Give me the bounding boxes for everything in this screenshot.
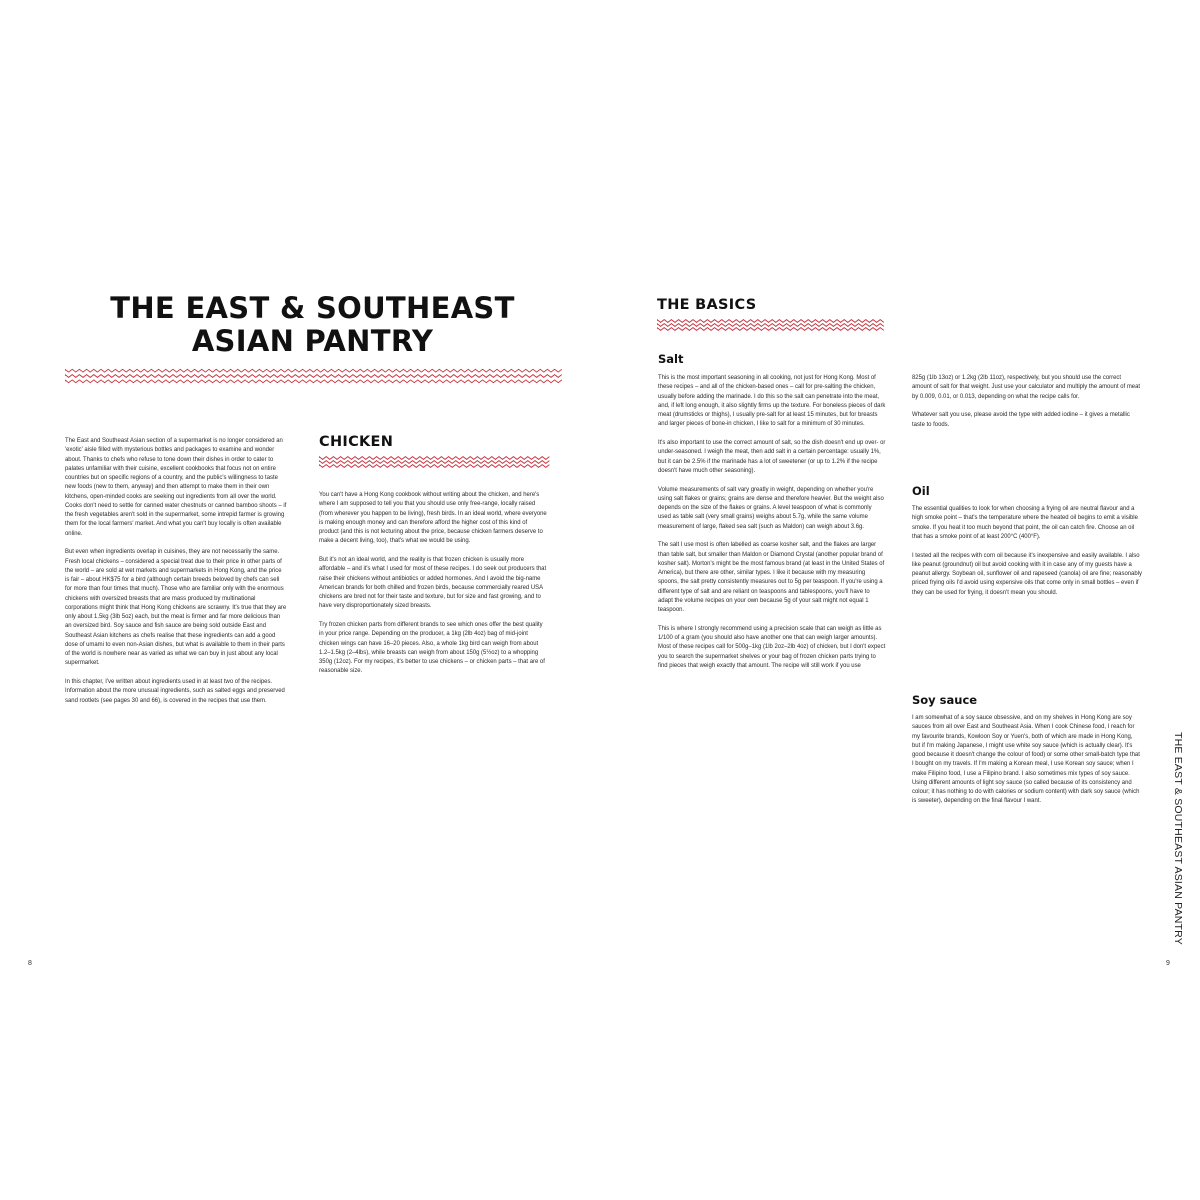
running-head: THE EAST & SOUTHEAST ASIAN PANTRY: [1172, 732, 1184, 945]
intro-paragraph: But even when ingredients overlap in cuisines, they are not necessarily the same. Fresh local chickens – considered a special treat due to their price in other parts of the world – are sold at wet markets and supermarkets in Hong Kong, and the price is fair – about HK$75 for a bird (although certain breeds beloved by chefs can sell for more than four times that much). Those who are familiar only with the enormous chickens with oversized breasts that are mass produced by multinational corporations might think that Hong Kong chickens are scrawny. It's true that they are only about 1.5kg (3lb 5oz) each, but the meat is firmer and far more delicious than an oversized bird. Soy sauce and fish sauce are being sold outside East and Southeast Asian kitchens as chefs realise that these ingredients can add a good dose of umami to even non-Asian dishes, but what is available to them in their parts of the world is nowhere near as varied as what we can buy in just about any local supermarket.: [65, 549, 287, 667]
soy-sauce-column: [912, 714, 1142, 904]
wave-line: [65, 375, 562, 378]
wave-line: [319, 457, 549, 460]
chicken-paragraph: You can't have a Hong Kong cookbook without writing about the chicken, and here's where I am supposed to tell you that you should use only free-range, locally raised (from wherever you happen to be living), fresh birds. In an ideal world, where everyone is making enough money and can therefore afford the higher cost of this kind of product (and this is not lecturing about the price, because chicken farmers deserve to make a decent living, too), that's what we would be using.: [319, 492, 547, 545]
chicken-heading: CHICKEN: [319, 434, 394, 450]
wave-line: [657, 324, 884, 327]
salt-paragraph: This is where I strongly recommend using a precision scale that can weigh as little as 1/100 of a gram (you should also have another one that can weigh larger amounts). Most of these recipes call for 500g–1kg (1lb 2oz–2lb 4oz) of chicken, but I don't expect you to search the supermarket shelves or your bag of frozen chicken parts trying to find pieces that weigh exactly that amount. The recipe will still work if you use: [658, 625, 886, 669]
chicken-paragraph: Try frozen chicken parts from different brands to see which ones offer the best quality in your price range. Depending on the producer, a 1kg (2lb 4oz) bag of mid-joint chicken wings can have 16–20 pieces. Also, a whole 1kg bird can weigh from about 1.2–1.5kg (2–4lbs), while breasts can weigh from about 150g (5½oz) to a whopping 350g (12oz). For my recipes, it's better to use chickens – or chicken parts – that are of reasonable size.: [319, 622, 545, 675]
intro-paragraph: In this chapter, I've written about ingredients used in at least two of the recipes. Information about the more unusual ingredients, such as salted eggs and preserved sand rootlets (see pages 30 and 66), is covered in the recipes that use them.: [65, 679, 285, 704]
oil-column: [912, 505, 1142, 680]
basics-heading: THE BASICS: [657, 297, 757, 313]
wave-line: [657, 328, 884, 331]
wave-line: [65, 380, 562, 383]
oil-paragraph: The essential qualities to look for when choosing a frying oil are neutral flavour and a high smoke point – that's the temperature where the heated oil begins to emit a visible smoke. If you heat it too much beyond that point, the oil can catch fire. Choose an oil that has a smoke point of at least 200°C (400°F).: [912, 506, 1138, 540]
intro-paragraph: The East and Southeast Asian section of a supermarket is no longer considered an 'exotic' aisle filled with mysterious bottles and packages to examine and wonder about. Thanks to chefs who refuse to tone down their dishes in order to cater to palates unfamiliar with their cuisine, excellent cookbooks that focus not on entire countries but on specific regions of a country, and the public's willingness to taste new foods (new to them, anyway) and then attempt to make them in their own kitchens, open-minded cooks are seeking out ingredients from all over the world. Cooks don't need to settle for canned water chestnuts or canned bamboo shoots – if the fresh vegetables aren't sold in the supermarket, some intrepid farmer is growing them for the local farmers' market. And what you can't buy locally is often available online.: [65, 438, 287, 537]
salt-paragraph: This is the most important seasoning in all cooking, not just for Hong Kong. Most of these recipes – and all of the chicken-based ones – call for pre-salting the chicken, usually before adding the marinade. I do this so the salt can penetrate into the meat, and, if left long enough, it also slightly firms up the texture. For boneless pieces of dark meat (drumsticks or thighs), I usually pre-salt for at least 15 minutes, but for breasts and larger pieces of bone-in chicken, I like to salt for a minimum of 30 minutes.: [658, 375, 886, 428]
salt-continued-column: [912, 374, 1142, 474]
salt-paragraph: It's also important to use the correct amount of salt, so the dish doesn't end up over- or under-seasoned. I weigh the meat, then add salt in a certain percentage: usually 1%, but it can be 2.5% if the marinade has a lot of sweetener (or up to 1.2% if the recipe doesn't have much other seasoning).: [658, 440, 886, 474]
salt-heading: Salt: [658, 352, 684, 366]
title-wavy-divider: [65, 367, 562, 385]
wave-line: [319, 461, 549, 464]
chicken-paragraph: But it's not an ideal world, and the reality is that frozen chicken is usually more affordable – and it's what I used for most of these recipes. I do seek out producers that raise their chickens without antibiotics or added hormones. And I avoid the big-name American brands for both chilled and frozen birds, because commercially reared USA chickens are bred not for their taste and texture, but for size and fast growing, and to have very disproportionately sized breasts.: [319, 557, 547, 610]
salt-paragraph: Whatever salt you use, please avoid the type with added iodine – it gives a metallic taste to foods.: [912, 412, 1130, 428]
wave-line: [657, 320, 884, 323]
intro-column: [65, 437, 287, 937]
chicken-wavy-divider: [319, 455, 551, 469]
chapter-title-line-2: ASIAN PANTRY: [191, 324, 434, 358]
chapter-title-line-1: THE EAST & SOUTHEAST: [110, 291, 515, 325]
wave-line: [319, 465, 549, 468]
oil-paragraph: I tested all the recipes with corn oil because it's inexpensive and easily available. I also like peanut (groundnut) oil but avoid cooking with it in case any of my guests have a peanut allergy. Soybean oil, sunflower oil and rapeseed (canola) oil are fine; reasonably priced frying oils I'd avoid using expensive oils that come only in small bottles – even if they can be used for frying, it doesn't mean you should.: [912, 552, 1142, 596]
wave-line: [65, 369, 562, 372]
chapter-title: [60, 292, 565, 358]
salt-column: [658, 374, 886, 924]
page-number-left: 8: [28, 960, 32, 967]
chicken-column: [319, 491, 547, 851]
page-number-right: 9: [1166, 960, 1170, 967]
basics-wavy-divider: [657, 318, 885, 332]
salt-paragraph: 825g (1lb 13oz) or 1.2kg (2lb 11oz), respectively, but you should use the correct amount of salt for that weight. Just use your calculator and multiply the amount of meat by 0.009, 0.01, or 0.013, depending on what the recipe calls for.: [912, 375, 1141, 400]
salt-paragraph: Volume measurements of salt vary greatly in weight, depending on whether you're using salt flakes or grains; grains are dense and therefore heavier. But the weight also depends on the size of the flakes or grains. A level teaspoon of what is commonly used as table salt (very small grains) weighs about 5.7g, while the same volume measurement of large, flaked sea salt (such as Maldon) can weigh about 3.6g.: [658, 486, 884, 530]
oil-heading: Oil: [912, 484, 930, 498]
soy-sauce-paragraph: I am somewhat of a soy sauce obsessive, and on my shelves in Hong Kong are soy sauces from all over East and Southeast Asia. When I cook Chinese food, I reach for my favourite brands, Kowloon Soy or Yuen's, both of which are made in Hong Kong, but if I'm making Japanese, I might use white soy sauce (which is actually clear). It's good because it doesn't change the colour of food) or some other small-batch type that I bought on my travels. If I'm making a Korean meal, I use Korean soy sauce; when I make Filipino food, I use a Filipino brand. I also sometimes mix types of soy sauce. Using different amounts of light soy sauce (so called because of its consistency and colour; it has nothing to do with calories or sodium content) with dark soy sauce (which is sweeter), depending on the final flavour I want.: [912, 715, 1140, 805]
salt-paragraph: The salt I use most is often labelled as coarse kosher salt, and the flakes are larger than table salt, but smaller than Maldon or Diamond Crystal (another popular brand of kosher salt). Morton's might be the most famous brand (at least in the United States of America), but there are other, similar types. I like it because with my measuring spoons, the salt pretty consistently measures out to 5g per teaspoon. If you're using a different type of salt and are reliant on teaspoons and tablespoons, you'll have to adapt the volume recipes on your own because 5g of your salt might not equal 1 teaspoon.: [658, 542, 885, 613]
soy-sauce-heading: Soy sauce: [912, 693, 978, 707]
